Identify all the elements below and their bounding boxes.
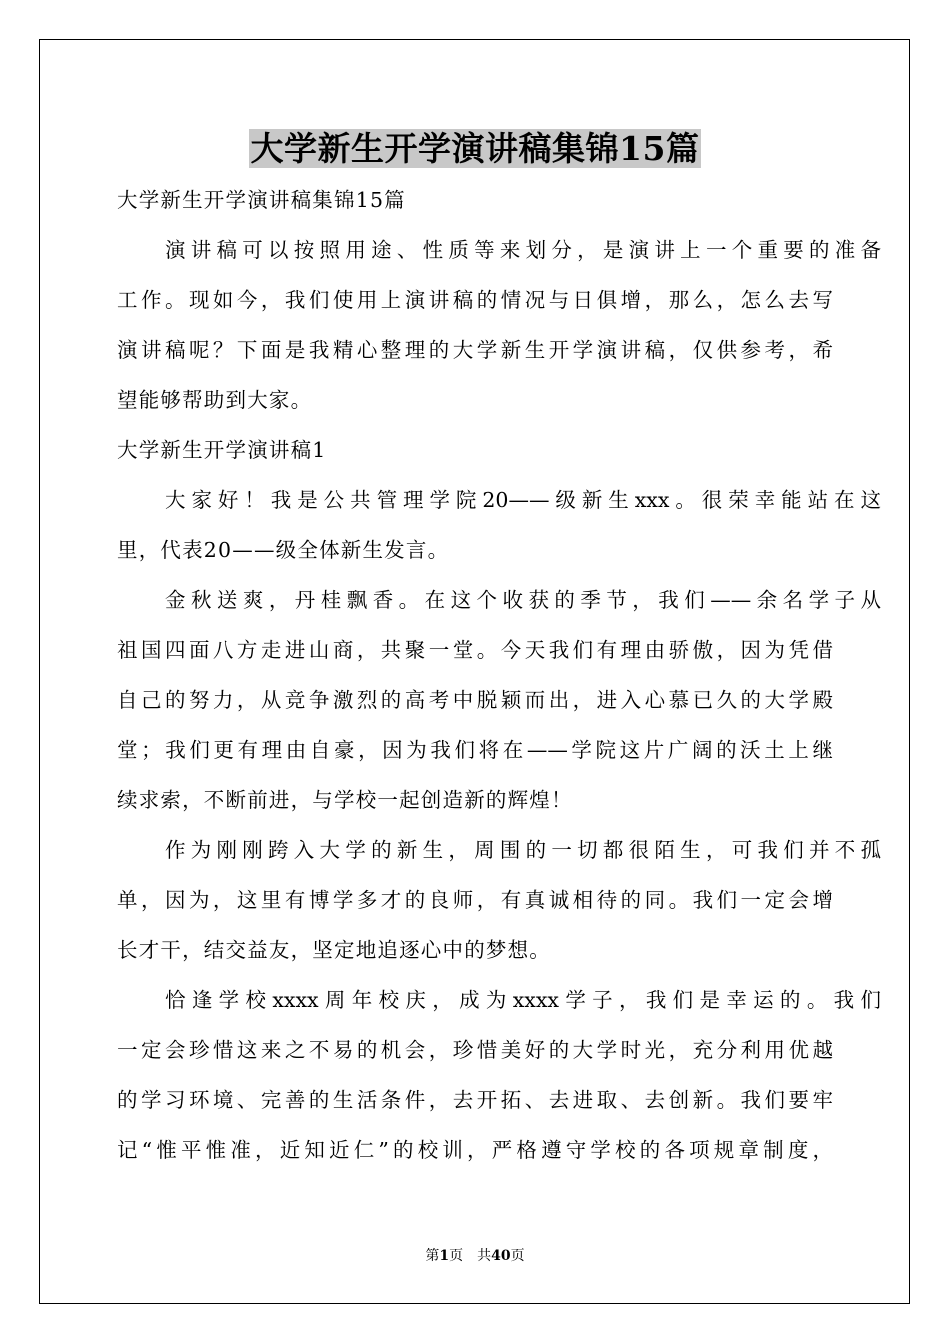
document-title: [0, 126, 950, 172]
paragraph-line: 祖国四面八方走进山商，共聚一堂。今天我们有理由骄傲，因为凭借: [117, 638, 833, 662]
paragraph-line: 大家好！我是公共管理学院20——级新生xxx。很荣幸能站在这: [165, 488, 881, 512]
footer-page-total: 40: [491, 1248, 511, 1264]
paragraph-line: 工作。现如今，我们使用上演讲稿的情况与日俱增，那么，怎么去写: [117, 288, 833, 312]
document-title-text: 大学新生开学演讲稿集锦15篇: [250, 129, 700, 168]
footer-page-number: 1: [439, 1248, 450, 1264]
paragraph-line: 堂；我们更有理由自豪，因为我们将在——学院这片广阔的沃土上继: [117, 738, 833, 762]
paragraph-line: 记“惟平惟准，近知近仁”的校训，严格遵守学校的各项规章制度，: [117, 1138, 833, 1162]
paragraph-line: 单，因为，这里有博学多才的良师，有真诚相待的同。我们一定会增: [117, 888, 833, 912]
paragraph-line: 续求索，不断前进，与学校一起创造新的辉煌！: [117, 788, 573, 812]
paragraph-line: 望能够帮助到大家。: [117, 388, 313, 412]
paragraph-line: 自己的努力，从竞争激烈的高考中脱颖而出，进入心慕已久的大学殿: [117, 688, 833, 712]
footer-prefix: 第: [425, 1248, 440, 1264]
paragraph-line: 长才干，结交益友，坚定地追逐心中的梦想。: [117, 938, 551, 962]
paragraph-line: 一定会珍惜这来之不易的机会，珍惜美好的大学时光，充分利用优越: [117, 1038, 833, 1062]
subtitle-line: 大学新生开学演讲稿集锦15篇: [117, 188, 406, 212]
page-footer: [0, 1245, 950, 1267]
paragraph-line: 里，代表20——级全体新生发言。: [117, 538, 450, 562]
section-heading: 大学新生开学演讲稿1: [117, 438, 327, 462]
footer-mid: 页 共: [449, 1248, 492, 1264]
paragraph-line: 演讲稿可以按照用途、性质等来划分，是演讲上一个重要的准备: [165, 238, 881, 262]
paragraph-line: 作为刚刚跨入大学的新生，周围的一切都很陌生，可我们并不孤: [165, 838, 881, 862]
footer-suffix: 页: [510, 1248, 525, 1264]
paragraph-line: 演讲稿呢？下面是我精心整理的大学新生开学演讲稿，仅供参考，希: [117, 338, 833, 362]
paragraph-line: 金秋送爽，丹桂飘香。在这个收获的季节，我们——余名学子从: [165, 588, 881, 612]
paragraph-line: 恰逢学校xxxx周年校庆，成为xxxx学子，我们是幸运的。我们: [165, 988, 881, 1012]
paragraph-line: 的学习环境、完善的生活条件，去开拓、去进取、去创新。我们要牢: [117, 1088, 833, 1112]
